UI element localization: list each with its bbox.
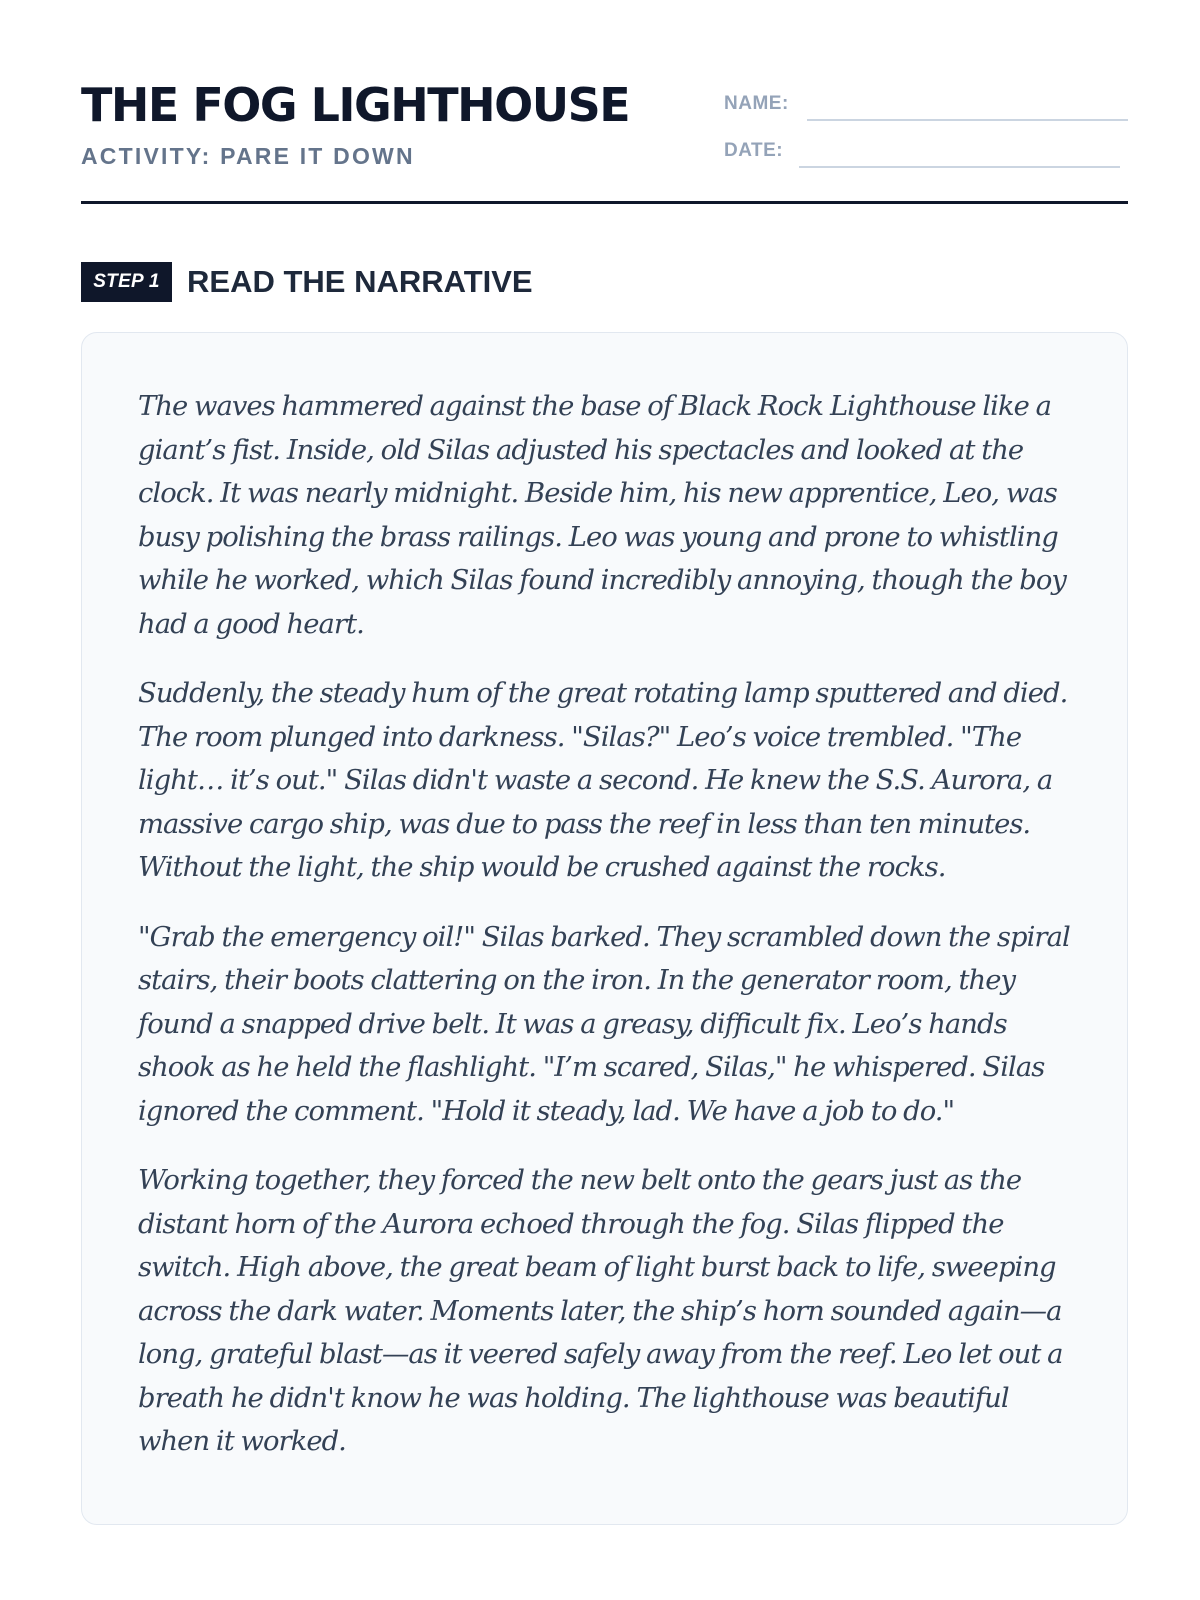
date-label: DATE: bbox=[724, 140, 784, 161]
worksheet-page bbox=[81, 0, 1128, 1457]
page-title: THE FOG LIGHTHOUSE bbox=[81, 78, 630, 132]
narrative-paragraph: The waves hammered against the base of Black Rock Lighthouse like a giant’s fist. Inside, old Silas adjusted his spectacles and looked at the clock. It was nearly midnight. Beside him, his new apprentice, Leo, was busy polishing the brass railings. Leo was young and prone to whistling while he worked, which Silas found incredibly annoying, though the boy had a good heart. bbox=[138, 391, 1066, 640]
narrative-paragraph: "Grab the emergency oil!" Silas barked. They scrambled down the spiral stairs, their boots clattering on the iron. In the generator room, they found a snapped drive belt. It was a greasy, difficult fix. Leo’s hands shook as he held the flashlight. "I’m scared, Silas," he whispered. Silas ignored the comment. "Hold it steady, lad. We have a job to do." bbox=[138, 921, 1070, 1127]
name-label: NAME: bbox=[724, 93, 789, 114]
step-title: READ THE NARRATIVE bbox=[187, 264, 533, 299]
worksheet-header bbox=[81, 0, 1128, 204]
date-line[interactable] bbox=[799, 166, 1120, 168]
header-divider bbox=[81, 201, 1128, 204]
narrative-card bbox=[81, 332, 1128, 1525]
step-badge: STEP 1 bbox=[81, 262, 172, 302]
name-line[interactable] bbox=[807, 119, 1128, 121]
narrative-text bbox=[138, 385, 1078, 1464]
narrative-paragraph: Working together, they forced the new belt onto the gears just as the distant horn of the Aurora echoed through the fog. Silas flipped the switch. High above, the great beam of light burst back to life, sweeping across the dark water. Moments later, the ship’s horn sounded again—a long, grateful blast—as it veered safely away from the reef. Leo let out a breath he didn't know he was holding. The lighthouse was beautiful when it worked. bbox=[138, 1165, 1063, 1457]
narrative-paragraph: Suddenly, the steady hum of the great rotating lamp sputtered and died. The room plunged into darkness. "Silas?" Leo’s voice trembled. "The light… it’s out." Silas didn't waste a second. He knew the S.S. Aurora, a massive cargo ship, was due to pass the reef in less than ten minutes. Without the light, the ship would be crushed against the rocks. bbox=[138, 678, 1068, 883]
activity-subtitle: ACTIVITY: PARE IT DOWN bbox=[81, 143, 415, 169]
